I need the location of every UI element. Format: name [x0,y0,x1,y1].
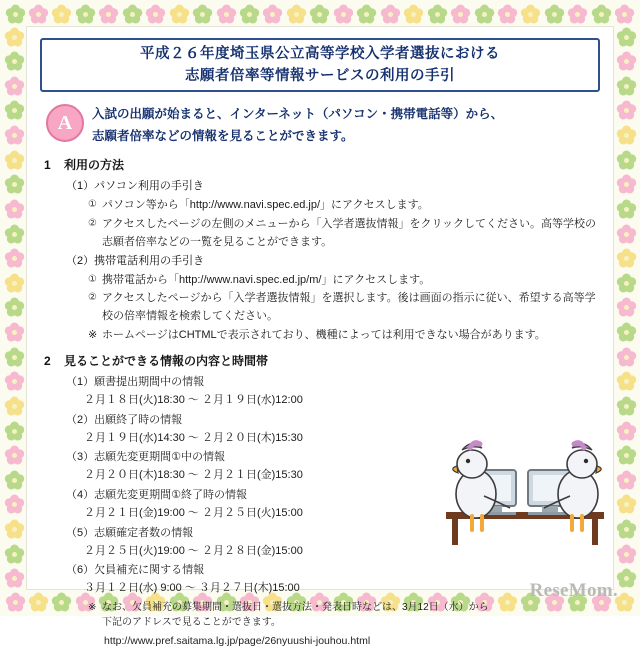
flower-icon [3,469,25,491]
flower-icon [543,3,565,25]
flower-icon [285,3,307,25]
flower-column-right [615,26,637,590]
flower-icon [27,3,49,25]
flower-icon [262,3,284,25]
flower-icon [615,494,637,516]
flower-icon [3,125,25,147]
list-marker: ② [88,292,97,304]
lead-line-2: 志願者倍率などの情報を見ることができます。 [92,128,354,143]
section-2-title: 見ることができる情報の内容と時間帯 [64,353,269,368]
flower-icon [3,519,25,541]
flower-icon [615,519,637,541]
schedule-label: （5）志願確定者数の情報 [66,526,194,539]
note-marker: ※ [88,328,98,341]
flower-icon [168,3,190,25]
section-1-heading [44,156,600,175]
flower-icon [51,3,73,25]
flower-column-left [3,26,25,590]
flower-icon [473,3,495,25]
flower-icon [615,346,637,368]
flower-icon [239,3,261,25]
list-marker: ① [88,199,97,211]
flower-icon [4,3,26,25]
flower-icon [121,3,143,25]
section-1-note [88,327,600,345]
subsection-1-1-label: （1）パソコン利用の手引き [66,180,204,193]
flower-icon [3,543,25,565]
flower-icon [3,494,25,516]
title-line-1: 平成２６年度埼玉県公立高等学校入学者選抜における [140,45,500,62]
schedule-range: ２月２１日(金)19:00 ～ ２月２５日(火)15:00 [84,506,303,519]
section-1-title: 利用の方法 [64,158,125,172]
schedule-item [66,374,600,410]
list-text: アクセスしたページの左側のメニューから「入学者選抜情報」をクリックしてください。高等学校の志願者倍率などの一覧を見ることができます。 [102,218,597,248]
flower-icon [3,248,25,270]
schedule-range: ２月１９日(水)14:30 ～ ２月２０日(木)15:30 [84,431,303,444]
flower-icon [3,371,25,393]
subsection-1-2-label: （2）携帯電話利用の手引き [66,254,205,267]
flower-icon [615,51,637,73]
list-text: パソコン等から「http://www.navi.spec.ed.jp/」にアクセスします。 [102,199,429,212]
flower-icon [3,51,25,73]
schedule-range: ２月２５日(火)19:00 ～ ２月２８日(金)15:00 [84,544,303,557]
flower-icon [309,3,331,25]
schedule-range: ２月１８日(火)18:30 ～ ２月１９日(水)12:00 [84,394,303,406]
flower-icon [590,3,612,25]
flower-icon [3,568,25,590]
lead-line-1: 入試の出願が始まると、インターネット（パソコン・携帯電話等）から、 [92,107,504,121]
section-2-footnote [88,600,600,631]
flower-icon [74,3,96,25]
section-2-number: 2 [44,353,51,368]
flower-icon [450,3,472,25]
flower-icon [520,3,542,25]
flower-icon [615,445,637,467]
flower-icon [615,420,637,442]
list-item [88,290,600,326]
section-1-number: 1 [44,158,51,172]
list-text: 携帯電話から「http://www.navi.spec.ed.jp/m/」にアクセスします。 [102,273,431,286]
flower-icon [567,3,589,25]
flower-icon [615,100,637,122]
flower-icon [615,568,637,590]
schedule-label: （2）出願終了時の情報 [66,413,183,426]
flower-icon [3,420,25,442]
flower-icon [615,272,637,294]
flower-icon [615,26,637,48]
flower-icon [614,3,636,25]
title-line-2: 志願者倍率等情報サービスの利用の手引 [185,68,455,84]
schedule-label: （3）志願先変更期間①中の情報 [66,451,225,464]
flower-icon [356,3,378,25]
flower-icon [615,75,637,97]
flower-icon [3,100,25,122]
list-text: アクセスしたページから「入学者選抜情報」を選択します。後は画面の指示に従い、希望する高等学校の倍率情報を検索してください。 [102,292,596,323]
flower-icon [615,223,637,245]
watermark-logo: ReseMom. [529,580,618,601]
flower-icon [615,322,637,344]
flower-icon [497,3,519,25]
list-item [88,216,600,252]
duck-illustration [432,428,618,550]
flower-icon [615,395,637,417]
flower-icon [379,3,401,25]
flower-icon [332,3,354,25]
flower-icon [3,75,25,97]
flower-row-top [4,3,636,25]
schedule-label: （1）願書提出期間中の情報 [66,376,205,389]
flower-icon [615,125,637,147]
flower-icon [615,174,637,196]
badge-letter-a: A [46,104,84,142]
flower-icon [615,469,637,491]
note-text: ホームページはCHTMLで表示されており、機種によっては利用できない場合があります。 [102,328,546,341]
flower-icon [98,3,120,25]
schedule-range: ３月１２日(水) 9:00 ～ ３月２７日(木)15:00 [84,582,300,595]
flower-icon [615,371,637,393]
footnote-line-2: 下記のアドレスで見ることができます。 [102,617,281,629]
flower-icon [426,3,448,25]
list-item [88,272,600,290]
flower-icon [3,223,25,245]
list-item [88,197,600,215]
document-body [44,152,600,650]
flower-icon [3,395,25,417]
flower-icon [192,3,214,25]
flower-icon [3,26,25,48]
schedule-label: （6）欠員補充に関する情報 [66,564,205,577]
flower-icon [3,346,25,368]
flower-icon [615,297,637,319]
flower-icon [403,3,425,25]
flower-icon [3,272,25,294]
flower-icon [615,149,637,171]
flower-icon [615,248,637,270]
footnote-line-1: なお、欠員補充の募集期間・選抜日・選抜方法・発表日時などは、3月12日（水）から [102,601,489,613]
lead-paragraph [92,104,602,148]
flower-icon [3,149,25,171]
duck-illustration-svg [432,428,618,550]
document-title [40,38,600,92]
flower-icon [3,322,25,344]
schedule-label: （4）志願先変更期間①終了時の情報 [66,489,247,502]
flower-icon [615,198,637,220]
flower-icon [3,174,25,196]
flower-icon [615,543,637,565]
footnote-marker: ※ [88,601,97,613]
flower-icon [145,3,167,25]
flower-icon [3,198,25,220]
flower-icon [3,297,25,319]
schedule-range: ２月２０日(木)18:30 ～ ２月２１日(金)15:30 [84,469,303,482]
schedule-item [66,562,600,598]
information-url[interactable]: http://www.pref.saitama.lg.jp/page/26nyuushi-jouhou.html [104,634,371,647]
flower-icon [4,591,26,613]
flower-icon [3,445,25,467]
flower-icon [215,3,237,25]
list-marker: ② [88,218,97,230]
section-2-heading [44,352,600,371]
footnote-text [102,600,489,631]
list-marker: ① [88,273,97,285]
